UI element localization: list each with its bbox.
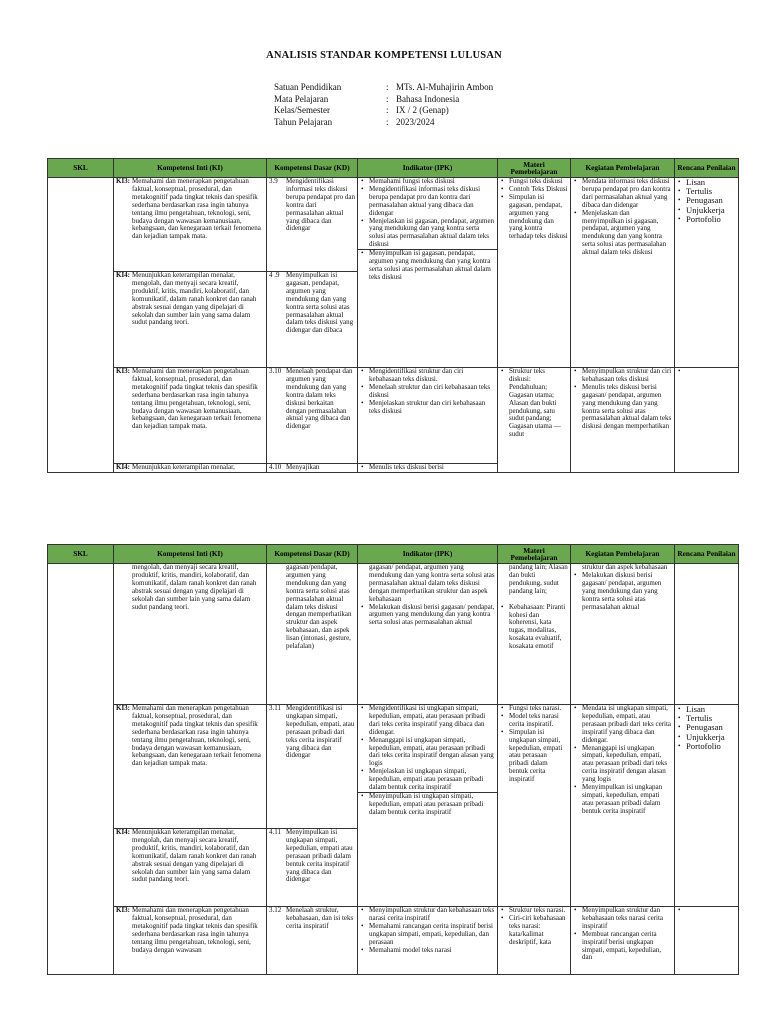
ipk-list (360, 705, 495, 792)
header-materi: Materi Pemebelajaran (498, 159, 571, 178)
ipk-cell (358, 178, 498, 368)
list-item: • Model teks narasi cerita inspiratif. (509, 713, 568, 729)
list-item: • Menjelaskan isi gagasan, pendapat, argumen yang mendukung dan yang kontra serta solusi atas permasalahan aktual dalam teks diskusi (369, 218, 495, 250)
header-kegiatan: Kegiatan Pembelajaran (571, 159, 675, 178)
list-item: • Kebahasaan: Piranti kohesi dan koherensi, kata tugas, modalitas, kosakata evaluatif, kosakata emotif (509, 604, 568, 651)
meta-colon: : (386, 93, 389, 104)
kd-number: 4.11 (269, 828, 281, 836)
ipk-continued: gagasan/ pendapat, argumen yang mendukung dan yang kontra serta solusi atas permasalahan aktual dalam teks diskusi dengan memperhatikan struktur dan aspek kebahasaan (369, 563, 495, 603)
materi-list (500, 907, 568, 947)
header-ki: Kompetensi Inti (KI) (114, 545, 267, 564)
kd-cell (267, 564, 358, 705)
kd-cell (267, 368, 358, 464)
ipk-list (360, 907, 495, 954)
ipk-cell (358, 564, 498, 705)
header-kegiatan: Kegiatan Pembelajaran (571, 545, 675, 564)
kd-cell (267, 705, 358, 829)
list-item: • Portofolio (686, 215, 736, 224)
kd-text: gagasan/pendapat, argumen yang mendukung dan yang kontra serta solusi atas permasalahan aktual dalam teks diskusi dengan memperhatikan struktur dan aspek kebahasaan, dan aspek lisan (intonasi, gesture, pelafalan) (286, 563, 352, 651)
kegiatan-list (573, 705, 672, 816)
ipk-list (360, 793, 495, 817)
list-item: • Membuat rancangan cerita inspiratif berisi ungkapan simpati, empati, kepedulian, dan (582, 931, 672, 963)
list-item: • Menyimpulkan struktur dan ciri kebahasaan teks diskusi (582, 368, 672, 384)
list-item: • Menyimpulkan struktur dan kebahasaan teks narasi cerita inspiratif (582, 907, 672, 931)
kd-number: 4.10 (269, 463, 282, 471)
skl-table-part2 (47, 544, 739, 975)
materi-cell (498, 907, 571, 975)
ki3-label: KI3: (116, 367, 130, 375)
header-kd: Kompetensi Dasar (KD) (267, 545, 358, 564)
list-item: • Simpulan isi gagasan, pendapat, argumen yang mendukung dan yang kontra terhadap teks diskusi (509, 194, 568, 241)
meta-colon: : (386, 82, 389, 92)
kd-text: Menyimpulkan isi gagasan, pendapat, argumen yang mendukung dan yang kontra serta solusi atas permasalahan aktual dalam teks diskusi yang didengar dan dibaca (286, 271, 354, 335)
meta-value: MTs. Al-Muhajirin Ambon (396, 82, 494, 92)
table-row (48, 178, 739, 272)
table-row (48, 368, 739, 464)
list-item: • Menelaah struktur dan ciri kebahasaan teks diskusi (369, 384, 495, 400)
meta-colon: : (386, 105, 389, 116)
kd-text: Menelaah pendapat dan argumen yang mendukung dan yang kontra dalam teks diskusi berkaitan dengan permasalahan aktual yang dibaca dan didengar (286, 367, 353, 431)
kd-cell (267, 907, 358, 975)
list-item: • Portofolio (686, 742, 736, 751)
materi-list (500, 705, 568, 784)
kd-text: Mengidentifikasi isi ungkapan simpati, kepedulian, empati, atau perasaan pribadi dari teks cerita inspiratif yang dibaca dan didengar (286, 704, 355, 760)
kd-text: Menelaah struktur, kebahasaan, dan isi teks cerita inspiratif (286, 906, 354, 930)
penilaian-list (677, 178, 736, 224)
header-ipk: Indikator (IPK) (358, 545, 498, 564)
list-item: • Fungsi teks diskusi (509, 178, 568, 186)
ki4-cell (114, 272, 267, 368)
list-item: • Menanggapi isi ungkapan simpati, kepedulian, empati, atau perasaan pribadi dari teks cerita inspiratif dengan alasan yang logis (582, 745, 672, 785)
materi-cell (498, 178, 571, 368)
skl-cell (48, 564, 114, 975)
header-skl: SKL (48, 159, 114, 178)
list-item: • Memahami fungsi teks diskusi (369, 178, 495, 186)
list-item: • Melakukan diskusi berisi gagasan/ pendapat, argumen yang mendukung dan yang kontra serta solusi atas permasalahan aktual (582, 572, 672, 612)
header-materi: Materi Pemebelajaran (498, 545, 571, 564)
table-row (48, 564, 739, 705)
list-item: • Melakukan diskusi berisi gagasan/ pendapat, argumen yang mendukung dan yang kontra serta solusi atas permasalahan aktual (369, 604, 495, 628)
kegiatan-cell (571, 907, 675, 975)
penilaian-cell (675, 564, 739, 705)
materi-list (500, 368, 568, 439)
meta-row-satuan (274, 82, 493, 94)
list-item: • Mendata isi ungkapan simpati, kepedulian, empati, atau perasaan pribadi dari teks cerita inspiratif yang dibaca dan didengar. (582, 705, 672, 745)
ki4-text: Menunjukkan keterampilan menalar, (132, 463, 235, 471)
kd-number: 3.11 (269, 704, 281, 712)
ki4-text: mengolah, dan menyaji secara kreatif, produktif, kritis, mandiri, kolaboratif, dan komunikatif, dalam ranah konkret dan ranah abstrak sesuai dengan yang dipelajari di sekolah dan sumber lain yang sama dalam sudut pandang teori. (132, 563, 257, 611)
meta-row-mapel (274, 94, 493, 106)
page-title: ANALISIS STANDAR KOMPETENSI LULUSAN (266, 50, 502, 61)
list-item: • Tertulis (686, 714, 736, 723)
kegiatan-list (573, 178, 672, 257)
list-item: • Fungsi teks narasi. (509, 705, 568, 713)
kd-number: 3.10 (269, 367, 282, 375)
kd-number: 3.12 (269, 906, 282, 914)
meta-key: Tahun Pelajaran (274, 116, 333, 127)
penilaian-cell (675, 178, 739, 368)
header-penilaian: Rencana Penilaian (675, 159, 739, 178)
meta-row-kelas (274, 105, 493, 117)
ipk-cell (358, 907, 498, 975)
kegiatan-continued: struktur dan aspek kebahasaan (582, 563, 668, 571)
kegiatan-cell (571, 705, 675, 907)
ipk-list (360, 368, 495, 415)
list-item: • Memahami model teks narasi (369, 947, 495, 955)
list-item: • Ciri-ciri kebahasaan teks narasi: kata/kalimat deskriptif, kata (509, 915, 568, 947)
list-item: • Menulis teks diskusi berisi gagasan/ pendapat, argumen yang mendukung dan yang kontra serta solusi atas permasalahan aktual dalam teks diskusi dengan memperhatikan (582, 384, 672, 431)
list-item: • Struktur teks narasi. (509, 907, 568, 915)
ki3-cell (114, 907, 267, 975)
kd-cell (267, 829, 358, 907)
materi-list (500, 604, 568, 651)
kegiatan-cell (571, 564, 675, 705)
meta-key: Mata Pelajaran (274, 93, 329, 104)
table-row (48, 705, 739, 829)
skl-table-part1 (47, 158, 739, 473)
document-meta (274, 82, 493, 128)
meta-value: 2023/2024 (396, 116, 435, 127)
list-item: • Mengidentifikasi isi ungkapan simpati, kepedulian, empati, atau perasaan pribadi dari teks cerita inspiratif yang dibaca dan didengar. (369, 705, 495, 737)
list-item: • Menanggapi isi ungkapan simpati, kepedulian, empati, atau perasaan pribadi dari teks cerita inspiratif dengan alasan yang logis (369, 737, 495, 769)
ipk-cell (358, 368, 498, 464)
ipk-cell (358, 464, 498, 473)
list-item: • Menjelaskan isi ungkapan simpati, kepedulian, empati atau perasaan pribadi dalam bentuk cerita inspiratif (369, 768, 495, 792)
kegiatan-list (573, 572, 672, 612)
kd-cell (267, 178, 358, 272)
ki3-label: KI3: (116, 177, 130, 185)
list-item: • Menulis teks diskusi berisi (369, 464, 495, 472)
meta-key: Satuan Pendidikan (274, 82, 342, 92)
ipk-list (360, 250, 495, 282)
penilaian-list (677, 705, 736, 751)
header-ipk: Indikator (IPK) (358, 159, 498, 178)
header-kd: Kompetensi Dasar (KD) (267, 159, 358, 178)
kd-cell (267, 464, 358, 473)
ki4-cell (114, 564, 267, 705)
ipk-list (360, 604, 495, 628)
kd-number: 3.9 (269, 177, 278, 185)
list-item: • Unjukkerja (686, 733, 736, 742)
list-item: • Contoh Teks Diskusi (509, 186, 568, 194)
list-item: • Struktur teks diskusi: Pendahuluan; Gagasan utama; Alasan dan bukti pendukung, satu sudut pandang; Gagasan utama —sudut (509, 368, 568, 439)
list-item: • Menjelaskan dan menyimpulkan isi gagasan, pendapat, argumen yang mendukung dan yang kontra serta solusi atas permasalahan aktual dalam teks diskusi (582, 210, 672, 257)
penilaian-cell (675, 705, 739, 907)
ki3-label: KI3: (116, 906, 130, 914)
table-row (48, 907, 739, 975)
ki4-text: Menunjukkan keterampilan menalar, mengolah, dan menyaji secara kreatif, produktif, kritis, mandiri, kolaboratif, dan komunikatif, dalam ranah konkret dan ranah abstrak sesuai dengan yang dipelajari di sekolah dan sumber lain yang sama dalam sudut pandang teori. (132, 828, 257, 884)
kd-text: Menyimpulkan isi ungkapan simpati, kepedulian, empati atau perasaan pribadi dalam bentuk cerita inspiratif yang dibaca dan didengar (286, 828, 353, 884)
list-item: • Unjukkerja (686, 206, 736, 215)
ipk-list (360, 464, 495, 472)
list-item: • Menyimpulkan struktur dan kebahasaan teks narasi cerita inspiratif (369, 907, 495, 923)
ki3-cell (114, 368, 267, 464)
ki3-text: Memahami dan menerapkan pengetahuan faktual, konseptual, prosedural, dan metakognitif pada tingkat teknis dan spesifik sederhana berdasarkan rasa ingin tahunya tentang ilmu pengetahuan, teknologi, seni, budaya dengan wawasan kemanusiaan, kebangsaan, dan kenegaraan terkait fenomena dan kejadian tampak mata. (132, 367, 261, 431)
header-ki: Kompetensi Inti (KI) (114, 159, 267, 178)
list-item: • Tertulis (686, 187, 736, 196)
list-item: • Menyimpulkan isi gagasan, pendapat, argumen yang mendukung dan yang kontra serta solusi atas permasalahan aktual dalam teks diskusi (369, 250, 495, 282)
list-item: • Penugasan (686, 196, 736, 205)
kd-text: Mengidentifikasi informasi teks diskusi berupa pendapat pro dan kontra dari permasalahan aktual yang dibaca dan didengar (286, 177, 355, 233)
ki3-text: Memahami dan menerapkan pengetahuan faktual, konseptual, prosedural, dan metakognitif pada tingkat teknis dan spesifik sederhana berdasarkan rasa ingin tahunya tentang ilmu pengetahuan, teknologi, seni, budaya dengan wawasan (132, 906, 258, 954)
header-skl: SKL (48, 545, 114, 564)
ki3-label: KI3: (116, 704, 130, 712)
meta-key: Kelas/Semester (274, 105, 330, 116)
meta-row-tahun (274, 117, 493, 129)
ipk-list (360, 178, 495, 249)
kegiatan-list (573, 907, 672, 962)
ki4-label: KI4: (116, 271, 130, 279)
materi-continued: pandang lain; Alasan dan bukti pendukung, sudut pandang lain; (509, 563, 568, 595)
table-header-row (48, 545, 739, 564)
list-item: • Lisan (686, 178, 736, 187)
penilaian-cell (675, 907, 739, 975)
ki4-label: KI4: (116, 828, 130, 836)
list-item: • Mengidentifikasi struktur dan ciri kebahasaan teks diskusi. (369, 368, 495, 384)
meta-colon: : (386, 116, 389, 127)
penilaian-cell (675, 368, 739, 473)
ipk-cell (358, 705, 498, 907)
kegiatan-list (573, 368, 672, 431)
header-penilaian: Rencana Penilaian (675, 545, 739, 564)
kd-number: 4 .9 (269, 271, 280, 279)
kegiatan-cell (571, 368, 675, 473)
skl-cell (48, 178, 114, 473)
materi-cell (498, 564, 571, 705)
materi-list (500, 178, 568, 241)
list-item: • Menyimpulkan isi ungkapan simpati, kepedulian, empati atau perasaan pribadi dalam bentuk cerita inspiratif (369, 793, 495, 817)
list-item: • Penugasan (686, 723, 736, 732)
kegiatan-cell (571, 178, 675, 368)
ki3-text: Memahami dan menerapkan pengetahuan faktual, konseptual, prosedural, dan metakognitif pada tingkat teknis dan spesifik sederhana berdasarkan rasa ingin tahunya tentang ilmu pengetahuan, teknologi, seni, budaya dengan wawasan kemanusiaan, kebangsaan, dan kenegaraan terkait fenomena dan kejadian tampak mata. (132, 704, 261, 768)
ki3-cell (114, 178, 267, 272)
kd-cell (267, 272, 358, 368)
list-item: • Lisan (686, 705, 736, 714)
table-header-row (48, 159, 739, 178)
ki4-cell (114, 464, 267, 473)
list-item: • Memahami rancangan cerita inspiratif berisi ungkapan simpati, empati, kepedulian, dan perasaan (369, 923, 495, 947)
materi-cell (498, 705, 571, 907)
ki3-text: Memahami dan menerapkan pengetahuan faktual, konseptual, prosedural, dan metakognitif pada tingkat teknis dan spesifik sederhana berdasarkan rasa ingin tahunya tentang ilmu pengetahuan, teknologi, seni, budaya dengan wawasan kemanusiaan, kebangsaan, dan kenegaraan terkait fenomena dan kejadian tampak mata. (132, 177, 261, 241)
list-item: • Mendata informasi teks diskusi berupa pendapat pro dan kontra dari permasalahan aktual yang dibaca dan didengar (582, 178, 672, 210)
ki3-cell (114, 705, 267, 829)
list-item: • Menyimpulkan isi ungkapan simpati, kepedulian, empati atau perasaan pribadi dalam bentuk cerita inspiratif (582, 784, 672, 816)
materi-cell (498, 368, 571, 473)
list-item: • Menjelaskan struktur dan ciri kebahasaan teks diskusi (369, 400, 495, 416)
meta-value: Bahasa Indonesia (396, 93, 460, 104)
list-item: • Simpulan isi ungkapan simpati, kepedulian, empati atau perasaan pribadi dalam bentuk cerita inspiratif (509, 729, 568, 784)
list-item: • Mengidentifikasi informasi teks diskusi berupa pendapat pro dan kontra dari permasalahan aktual yang dibaca dan didengar (369, 186, 495, 218)
ki4-label: KI4: (116, 463, 130, 471)
meta-value: IX / 2 (Genap) (396, 105, 449, 116)
kd-text: Menyajikan (286, 463, 320, 471)
ki4-cell (114, 829, 267, 907)
ki4-text: Menunjukkan keterampilan menalar, mengolah, dan menyaji secara kreatif, produktif, kritis, mandiri, kolaboratif, dan komunikatif, dalam ranah konkret dan ranah abstrak sesuai dengan yang dipelajari di sekolah dan sumber lain yang sama dalam sudut pandang teori. (132, 271, 257, 327)
